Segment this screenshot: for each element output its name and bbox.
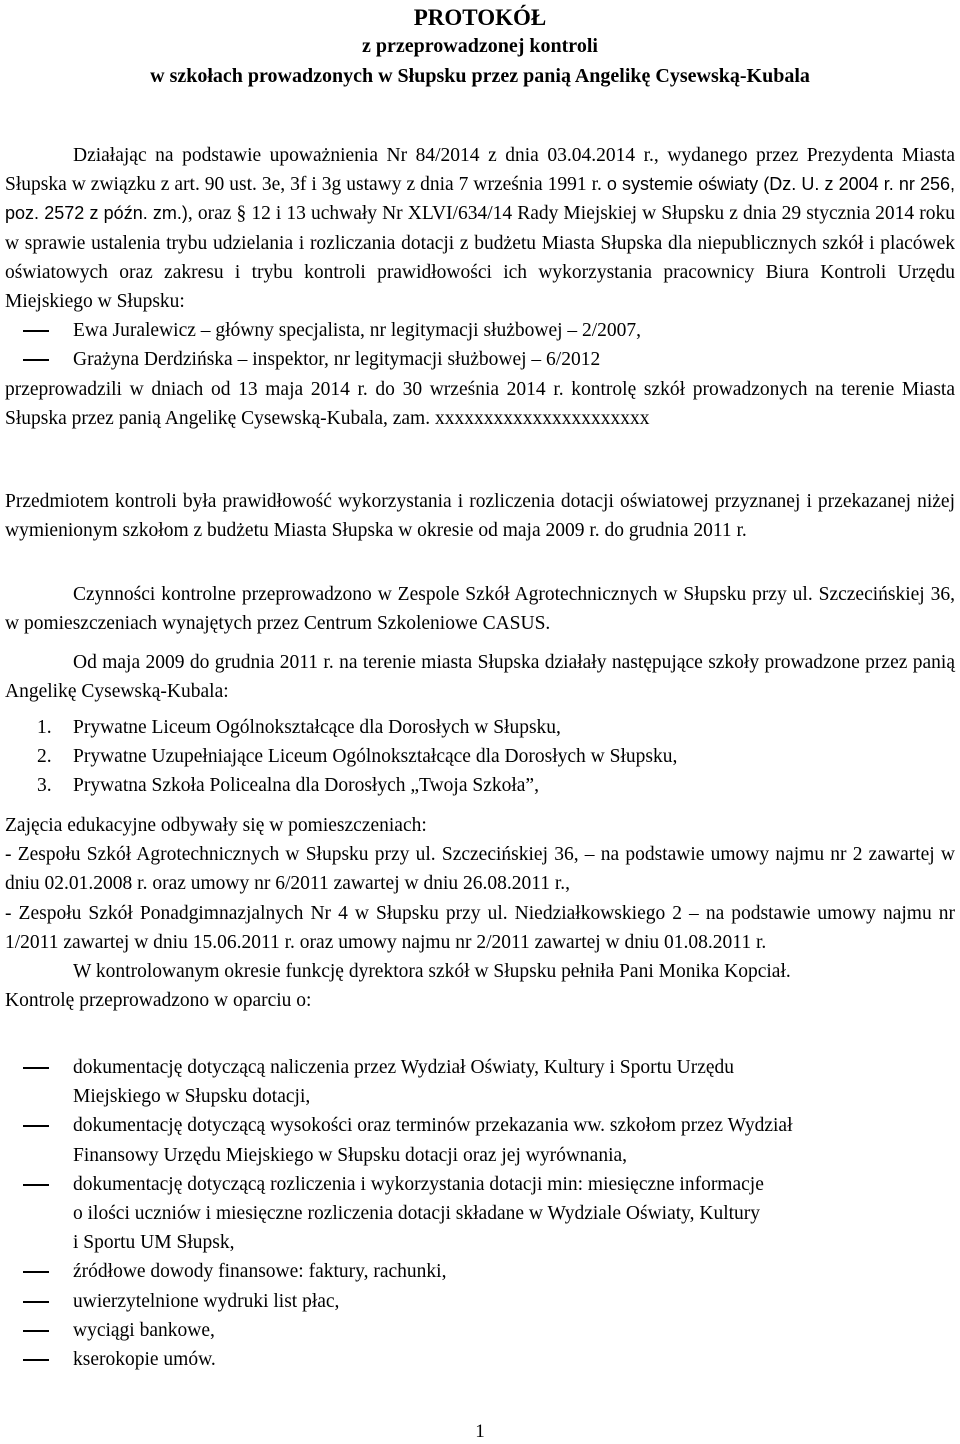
list-number: 3.	[37, 775, 52, 797]
list-item	[5, 771, 955, 800]
school-name: Prywatna Szkoła Policealna dla Dorosłych „Twoja Szkoła”,	[73, 775, 539, 797]
schools-list	[5, 713, 955, 801]
basis-item-line: o ilości uczniów i miesięczne rozliczenia dotacji składane w Wydziale Oświaty, Kultury	[73, 1203, 761, 1225]
list-number: 1.	[37, 717, 52, 738]
act-reference: o systemie oświaty (Dz. U. z 2004 r. nr 256, poz. 2572 z późn. zm.)	[5, 174, 955, 224]
intro-text: Działając na podstawie upoważnienia Nr 84/2014 z dnia 03.04.2014 r., wydanego przez Prezydenta Miasta Słupska w związku z art. 90 ust. 3e, 3f i 3g ustawy z dnia 7 września 1991 r.	[5, 145, 955, 196]
location-paragraph: Czynności kontrolne przeprowadzono w Zespole Szkół Agrotechnicznych w Słupsku przy ul. Szczecińskiej 36, w pomieszczeniach wynajętych przez Centrum Szkoleniowe CASUS.	[5, 584, 955, 635]
basis-item-line: i Sportu UM Słupsk,	[73, 1232, 235, 1254]
basis-item	[5, 1345, 955, 1374]
dash-bullet	[23, 1067, 49, 1069]
dash-bullet	[23, 1125, 49, 1127]
document-title: PROTOKÓŁ	[413, 5, 547, 30]
dash-bullet	[23, 359, 49, 361]
basis-item-line: Finansowy Urzędu Miejskiego w Słupsku dotacji oraz jej wyrównania,	[73, 1144, 628, 1166]
schools-intro-paragraph: Od maja 2009 do grudnia 2011 r. na terenie miasta Słupska działały następujące szkoły prowadzone przez panią Angelikę Cysewską-Kubala:	[5, 652, 955, 703]
classes-item: - Zespołu Szkół Ponadgimnazjalnych Nr 4 w Słupsku przy ul. Niedziałkowskiego 2 – na podstawie umowy najmu nr 1/2011 zawartej w dniu 15.06.2011 r. oraz umowy najmu nr 2/2011 zawartej w dniu 01.08.2011 r.	[5, 902, 955, 953]
inspector-item	[5, 316, 955, 345]
basis-item-line: uwierzytelnione wydruki list płac,	[73, 1290, 340, 1312]
basis-item-line: dokumentację dotyczącą wysokości oraz terminów przekazania ww. szkołom przez Wydział	[73, 1115, 793, 1137]
document-page	[5, 0, 955, 1444]
inspector-text: Ewa Juralewicz – główny specjalista, nr legitymacji służbowej – 2/2007,	[73, 320, 642, 342]
director-paragraph: W kontrolowanym okresie funkcję dyrektora szkół w Słupsku pełniła Pani Monika Kopciał.	[73, 961, 791, 983]
dash-bullet	[23, 330, 49, 332]
list-item	[5, 713, 955, 742]
basis-item	[5, 1257, 955, 1286]
dash-bullet	[23, 1301, 49, 1303]
dash-bullet	[23, 1271, 49, 1273]
basis-list	[5, 1053, 955, 1374]
basis-item-line: kserokopie umów.	[73, 1349, 216, 1371]
document-subtitle: z przeprowadzonej kontroli	[362, 35, 598, 57]
dash-bullet	[23, 1359, 49, 1361]
basis-item-line: źródłowe dowody finansowe: faktury, rachunki,	[73, 1261, 447, 1283]
page-number: 1	[475, 1421, 485, 1442]
basis-item	[5, 1287, 955, 1316]
intro-section	[5, 141, 955, 433]
basis-item	[5, 1111, 955, 1169]
basis-item-line: Miejskiego w Słupsku dotacji,	[73, 1086, 311, 1108]
basis-item-line: dokumentację dotyczącą rozliczenia i wykorzystania dotacji min: miesięczne informacje	[73, 1173, 764, 1195]
dash-bullet	[23, 1330, 49, 1332]
inspector-text: Grażyna Derdzińska – inspektor, nr legitymacji służbowej – 6/2012	[73, 349, 601, 371]
basis-item-line: wyciągi bankowe,	[73, 1319, 215, 1341]
control-period-paragraph: przeprowadzili w dniach od 13 maja 2014 r. do 30 września 2014 r. kontrolę szkół prowadzonych na terenie Miasta Słupska przez panią Angelikę Cysewską-Kubala, zam. xxxxxxxxxxxxxxxxxxxxxx	[5, 378, 955, 429]
basis-item	[5, 1170, 955, 1258]
intro-paragraph	[5, 141, 955, 316]
basis-heading: Kontrolę przeprowadzono w oparciu o:	[5, 990, 312, 1011]
classes-heading: Zajęcia edukacyjne odbywały się w pomieszczeniach:	[5, 815, 427, 836]
basis-item	[5, 1316, 955, 1345]
dash-bullet	[23, 1184, 49, 1186]
intro-text-rest: , oraz § 12 i 13 uchwały Nr XLVI/634/14 Rady Miejskiej w Słupsku z dnia 29 stycznia 2014 roku w sprawie ustalenia trybu udzielania i rozliczania dotacji z budżetu Miasta Słupska dla niepublicznych szkół i placówek oświatowych oraz zakresu i trybu kontroli prawidłowości ich wykorzystania pracownicy Biura Kontroli Urzędu Miejskiego w Słupsku:	[5, 203, 955, 313]
document-subtitle-2: w szkołach prowadzonych w Słupsku przez panią Angelikę Cysewską-Kubala	[150, 65, 810, 87]
classes-item: - Zespołu Szkół Agrotechnicznych w Słupsku przy ul. Szczecińskiej 36, – na podstawie umowy najmu nr 2 zawartej w dniu 02.01.2008 r. oraz umowy nr 6/2011 zawartej w dniu 26.08.2011 r.,	[5, 844, 955, 895]
list-number: 2.	[37, 746, 52, 768]
list-item	[5, 742, 955, 771]
school-name: Prywatne Uzupełniające Liceum Ogólnokształcące dla Dorosłych w Słupsku,	[73, 746, 678, 768]
classes-section	[5, 811, 955, 986]
basis-item	[5, 1053, 955, 1111]
subject-paragraph: Przedmiotem kontroli była prawidłowość wykorzystania i rozliczenia dotacji oświatowej przyznanej i przekazanej niżej wymienionym szkołom z budżetu Miasta Słupska w okresie od maja 2009 r. do grudnia 2011 r.	[5, 491, 955, 542]
school-name: Prywatne Liceum Ogólnokształcące dla Dorosłych w Słupsku,	[73, 717, 561, 738]
inspector-item	[5, 345, 955, 374]
basis-item-line: dokumentację dotyczącą naliczenia przez Wydział Oświaty, Kultury i Sportu Urzędu	[73, 1057, 735, 1078]
